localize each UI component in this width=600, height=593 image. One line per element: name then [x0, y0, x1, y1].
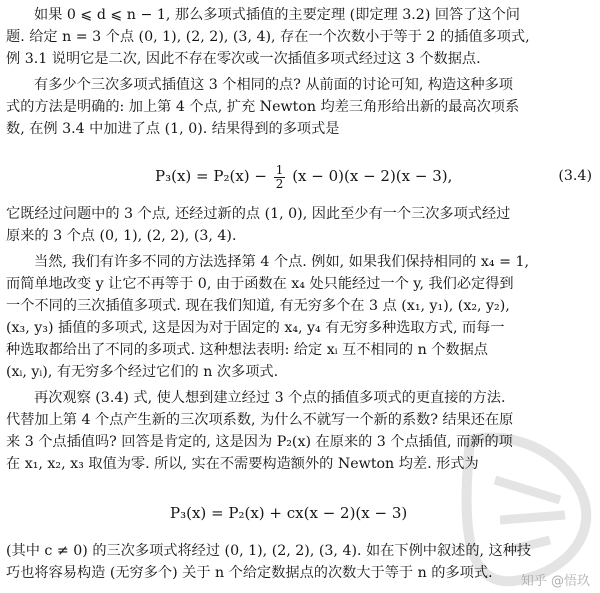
text-line: 代替加上第 4 个点产生新的三次项系数, 为什么不就写一个新的系数? 结果还在原	[6, 412, 514, 428]
text-line: (xᵢ, yᵢ), 有无穷多个经过它们的 n 次多项式.	[6, 364, 279, 380]
text-line: 数, 在例 3.4 中加进了点 (1, 0). 结果得到的多项式是	[6, 121, 340, 137]
text-line: 式的方法是明确的: 加上第 4 个点, 扩充 Newton 均差三角形给出新的最高次项系	[6, 99, 520, 115]
watermark: 知乎 @悟玖	[520, 574, 590, 589]
fraction-denominator: 2	[275, 176, 284, 191]
text-line: 再次观察 (3.4) 式, 使人想到建立经过 3 个点的插值多项式的更直接的方法.	[34, 390, 506, 406]
text-line: 而简单地改变 y 让它不再等于 0, 由于函数在 x₄ 处只能经过一个 y, 我们必定得到	[6, 276, 514, 292]
text-line: 如果 0 ⩽ d ⩽ n − 1, 那么多项式插值的主要定理 (即定理 3.2) 回答了这个问	[34, 7, 520, 23]
text-line: 原来的 3 个点 (0, 1), (2, 2), (3, 4).	[6, 228, 237, 244]
fraction	[274, 164, 286, 191]
text-line: 来 3 个点插值吗? 回答是肯定的, 这是因为 P₂(x) 在原来的 3 个点插值, 而新的项	[6, 434, 513, 450]
equation-3-4	[155, 161, 452, 191]
text-line: 它既经过问题中的 3 个点, 还经过新的点 (1, 0), 因此至少有一个三次多项式经过	[6, 206, 511, 222]
text-line: 种选取都给出了不同的多项式. 这种想法表明: 给定 xᵢ 互不相同的 n 个数据点	[6, 342, 488, 358]
text-line: 有多少个三次多项式插值这 3 个相同的点? 从前面的讨论可知, 构造这种多项	[34, 77, 513, 93]
fraction-numerator: 1	[275, 162, 284, 177]
text-line: 巧也将容易构造 (无穷多个) 关于 n 个给定数据点的次数大于等于 n 的多项式.	[6, 565, 493, 581]
equation-number: (3.4)	[558, 168, 592, 184]
text-line: (x₃, y₃) 插值的多项式, 这是因为对于固定的 x₄, y₄ 有无穷多种选取方式, 而每一	[6, 320, 505, 336]
text-line: 当然, 我们有许多不同的方法选择第 4 个点. 例如, 如果我们保持相同的 x₄ = 1,	[34, 254, 529, 270]
equation-cubic-form: P₃(x) = P₂(x) + cx(x − 2)(x − 3)	[170, 504, 408, 522]
text-line: 例 3.1 说明它是二次, 因此不存在零次或一次插值多项式经过这 3 个数据点.	[6, 51, 481, 67]
equation-left: P₃(x) = P₂(x) −	[155, 167, 267, 185]
text-line: 一个不同的三次插值多项式. 现在我们知道, 有无穷多个在 3 点 (x₁, y₁), (x₂, y₂),	[6, 298, 510, 314]
equation-right: (x − 0)(x − 2)(x − 3),	[292, 167, 453, 185]
text-line: 在 x₁, x₂, x₃ 取值为零. 所以, 实在不需要构造额外的 Newton 均差. 形式为	[6, 456, 479, 472]
text-line: 题. 给定 n = 3 个点 (0, 1), (2, 2), (3, 4), 存在一个次数小于等于 2 的插值多项式,	[6, 29, 530, 45]
text-line: (其中 c ≠ 0) 的三次多项式将经过 (0, 1), (2, 2), (3, 4). 如在下例中叙述的, 这种技	[6, 543, 532, 559]
